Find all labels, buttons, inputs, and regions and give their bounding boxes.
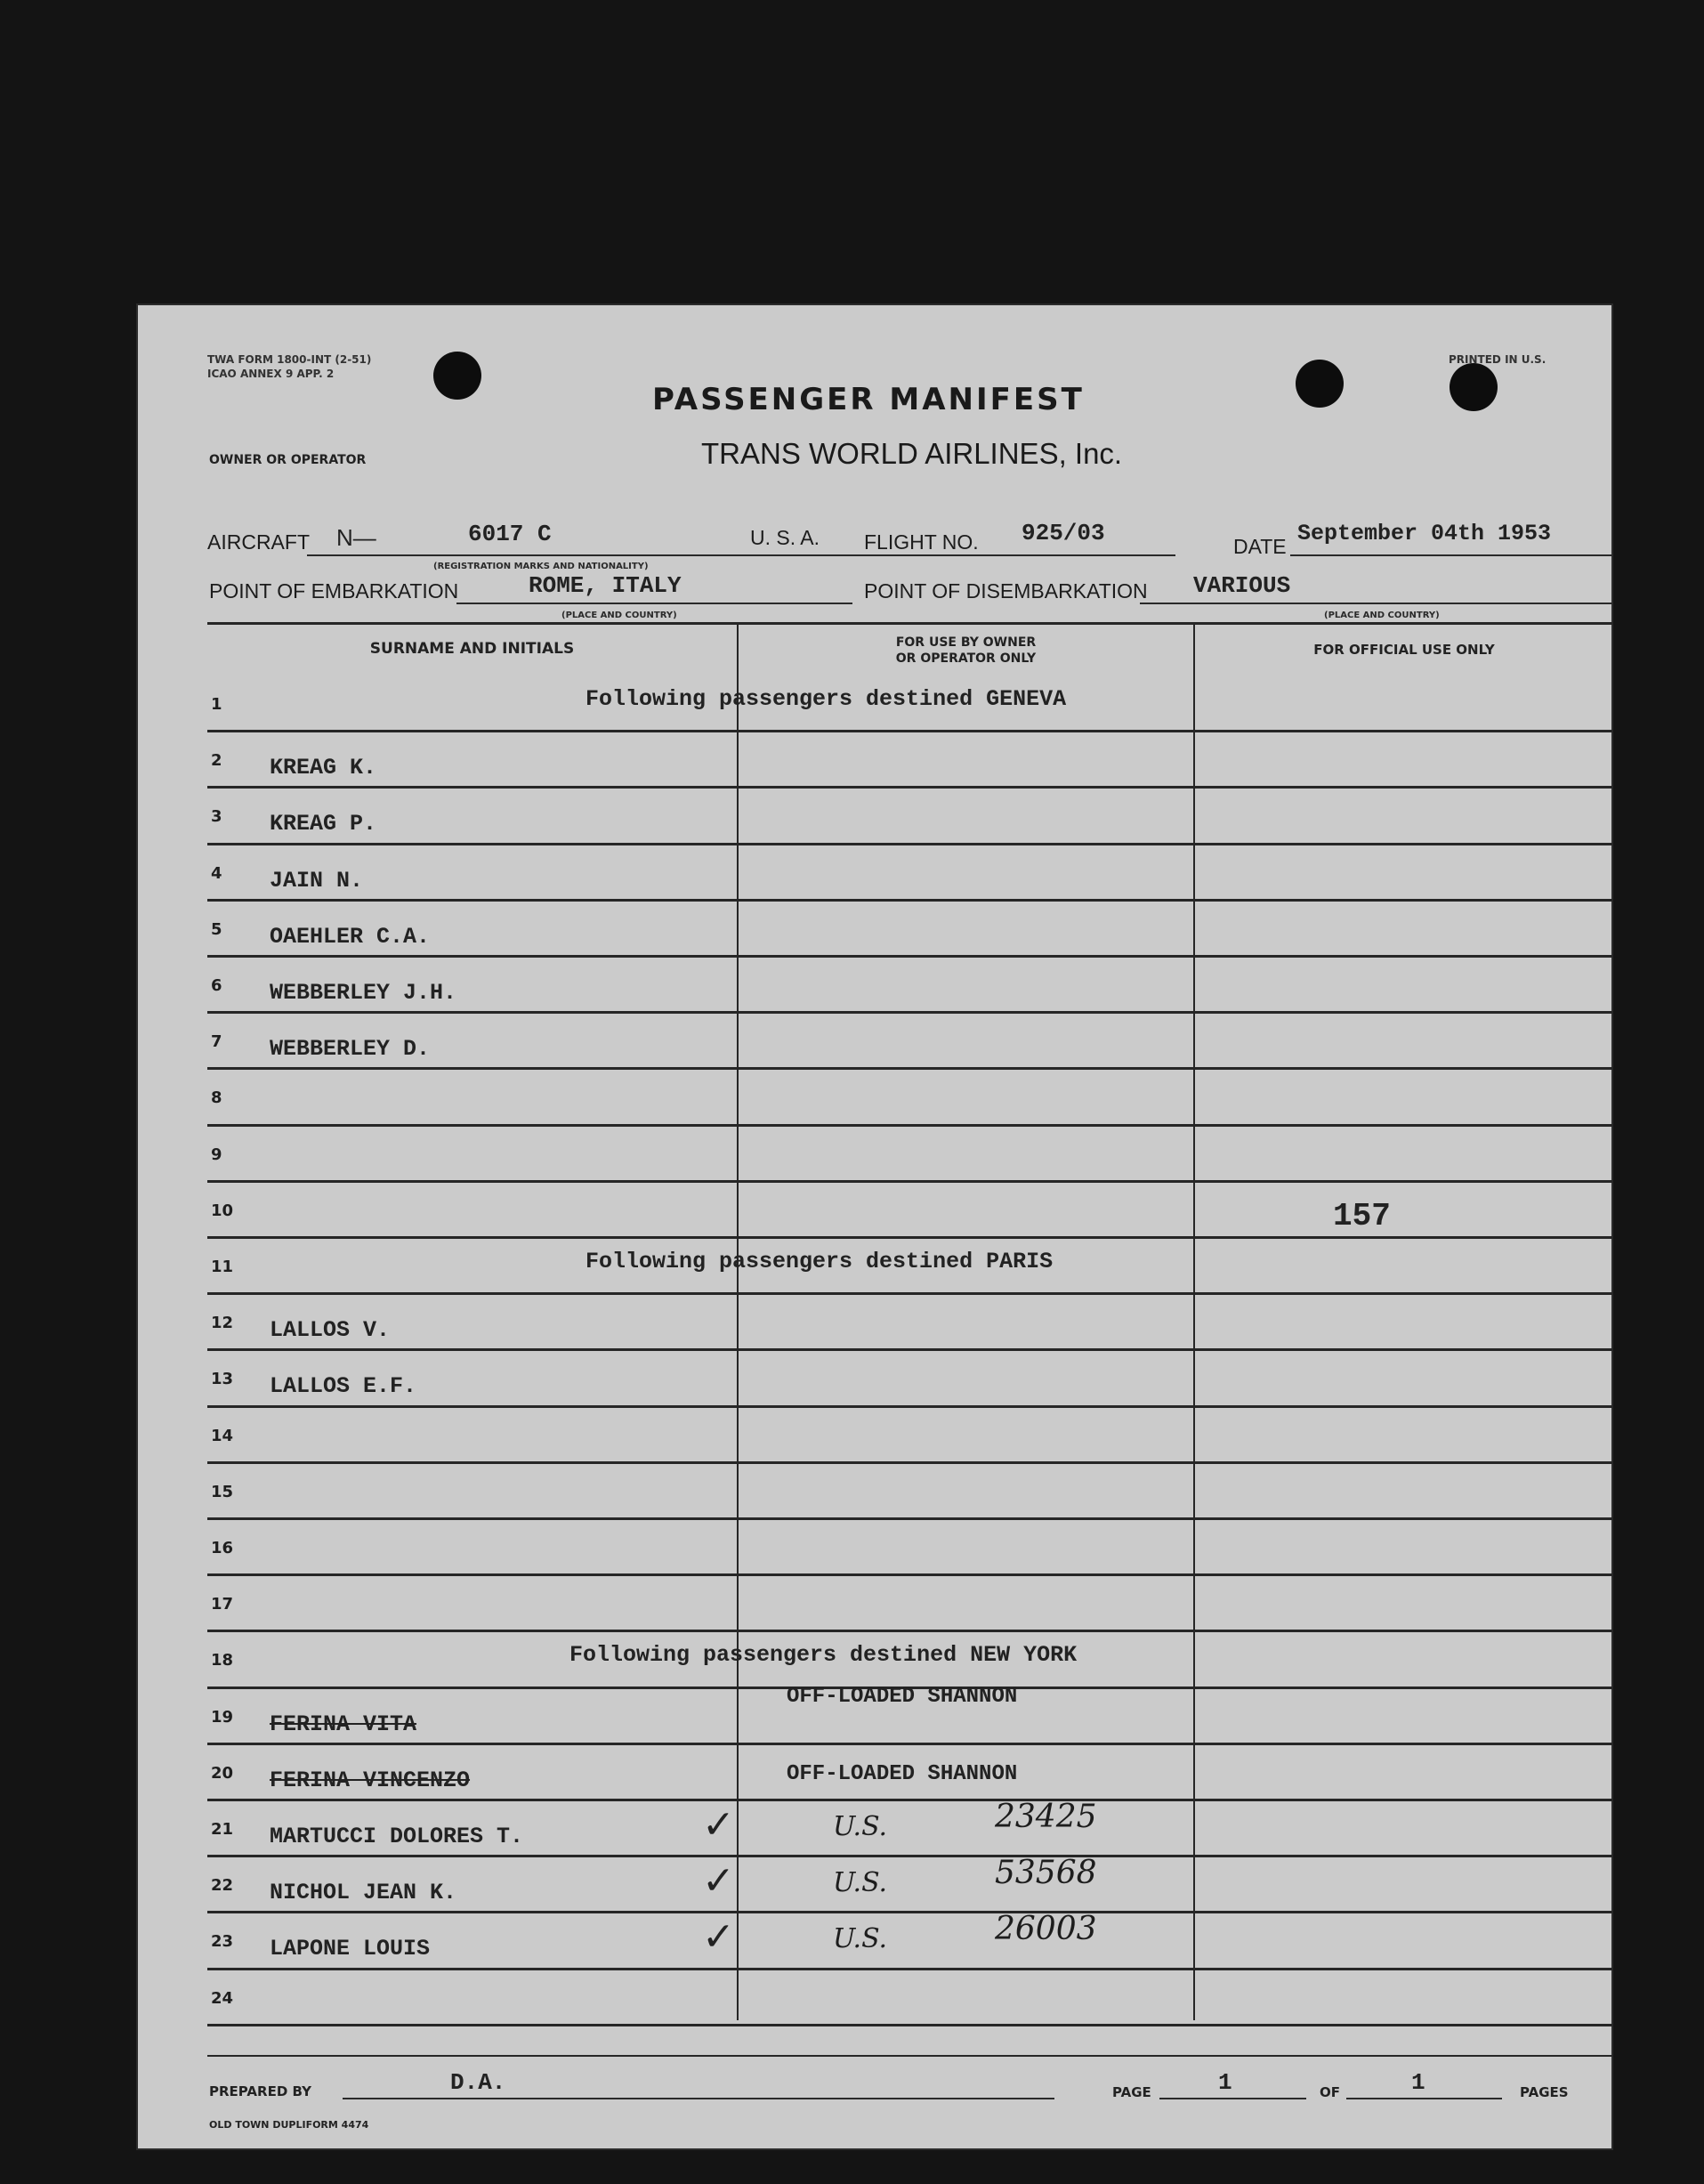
printer-imprint: OLD TOWN DUPLIFORM 4474 — [209, 2119, 369, 2131]
flight-number: 925/03 — [1022, 520, 1105, 546]
row-rule — [207, 1292, 1613, 1295]
offload-note: OFF-LOADED SHANNON — [787, 1762, 1018, 1786]
check-mark-icon: ✓ — [702, 1858, 735, 1904]
row-rule — [207, 1067, 1613, 1070]
disembarkation-label: POINT OF DISEMBARKATION — [864, 579, 1148, 603]
of-label: OF — [1320, 2084, 1340, 2100]
row-rule — [207, 730, 1613, 732]
owner-use-line-1: FOR USE BY OWNER — [895, 635, 1037, 650]
page-number: 1 — [1218, 2069, 1232, 2096]
row-number: 14 — [211, 1427, 234, 1445]
date-value: September 04th 1953 — [1297, 521, 1552, 546]
row-number: 1 — [211, 695, 222, 714]
row-rule — [207, 1968, 1613, 1970]
embarkation-value: ROME, ITALY — [529, 572, 682, 599]
row-number: 22 — [211, 1876, 234, 1895]
column-header-surname: SURNAME AND INITIALS — [369, 640, 575, 658]
passenger-name: OAEHLER C.A. — [270, 924, 431, 950]
footer-rule — [207, 2055, 1613, 2057]
row-rule — [207, 1236, 1613, 1239]
row-rule — [207, 1180, 1613, 1183]
aircraft-registration: 6017 C — [468, 521, 552, 547]
prepared-by-label: PREPARED BY — [209, 2083, 311, 2099]
aircraft-underline — [307, 554, 1021, 556]
aircraft-label: AIRCRAFT — [207, 530, 310, 554]
row-rule — [207, 2024, 1613, 2026]
passenger-name: WEBBERLEY D. — [270, 1036, 431, 1062]
passenger-name: NICHOL JEAN K. — [270, 1880, 457, 1905]
table-top-rule — [207, 622, 1613, 625]
row-rule — [207, 786, 1613, 789]
form-number — [207, 352, 371, 381]
row-rule — [207, 1011, 1613, 1014]
column-header-owner-use — [739, 635, 1193, 667]
date-underline — [1290, 554, 1613, 556]
destination-note: Following passengers destined PARIS — [585, 1249, 1054, 1274]
disembarkation-value: VARIOUS — [1193, 572, 1291, 599]
row-number: 19 — [211, 1708, 234, 1727]
prepared-by-underline — [343, 2098, 1054, 2099]
row-rule — [207, 1348, 1613, 1351]
row-number: 11 — [211, 1258, 234, 1276]
prepared-by-value: D.A. — [450, 2069, 506, 2096]
row-number: 13 — [211, 1370, 234, 1388]
form-number-line: TWA FORM 1800-INT (2-51) — [207, 353, 372, 366]
official-number: 157 — [1333, 1198, 1391, 1234]
page-title: PASSENGER MANIFEST — [652, 382, 1085, 417]
passenger-name: JAIN N. — [270, 868, 364, 894]
passenger-name: FERINA VINCENZO — [270, 1767, 471, 1793]
registration-caption: (REGISTRATION MARKS AND NATIONALITY) — [433, 562, 649, 571]
disembarkation-underline — [1140, 603, 1613, 604]
row-rule — [207, 1743, 1613, 1745]
handwritten-number: 23425 — [995, 1799, 1097, 1835]
airline-name: TRANS WORLD AIRLINES, Inc. — [701, 437, 1123, 470]
row-number: 5 — [211, 920, 222, 939]
row-rule — [207, 1630, 1613, 1632]
row-number: 3 — [211, 807, 222, 826]
flight-label: FLIGHT NO. — [864, 530, 979, 554]
embarkation-underline — [456, 603, 852, 604]
handwritten-country: U.S. — [833, 1923, 888, 1954]
total-pages: 1 — [1411, 2069, 1425, 2096]
date-label: DATE — [1233, 535, 1287, 558]
owner-label: OWNER OR OPERATOR — [209, 453, 367, 467]
row-rule — [207, 1799, 1613, 1801]
owner-use-line-2: OR OPERATOR ONLY — [895, 651, 1037, 666]
passenger-name: LAPONE LOUIS — [270, 1936, 431, 1962]
row-rule — [207, 955, 1613, 958]
row-number: 12 — [211, 1314, 234, 1332]
row-number: 23 — [211, 1932, 234, 1951]
form-number-line: ICAO ANNEX 9 APP. 2 — [207, 368, 335, 380]
total-pages-underline — [1346, 2098, 1502, 2099]
row-number: 7 — [211, 1032, 222, 1051]
handwritten-country: U.S. — [833, 1811, 888, 1842]
embarkation-caption: (PLACE AND COUNTRY) — [561, 611, 677, 620]
passenger-name: WEBBERLEY J.H. — [270, 980, 457, 1006]
passenger-name: FERINA VITA — [270, 1711, 417, 1737]
row-rule — [207, 1517, 1613, 1520]
row-number: 9 — [211, 1145, 222, 1164]
check-mark-icon: ✓ — [702, 1914, 735, 1960]
aircraft-prefix: N— — [336, 524, 376, 551]
aircraft-nationality: U. S. A. — [750, 526, 820, 549]
destination-note: Following passengers destined GENEVA — [585, 686, 1067, 712]
row-number: 21 — [211, 1820, 234, 1839]
passenger-name: KREAG K. — [270, 755, 377, 781]
row-number: 4 — [211, 864, 222, 883]
row-number: 2 — [211, 751, 222, 770]
disembarkation-caption: (PLACE AND COUNTRY) — [1324, 611, 1440, 620]
printed-in: PRINTED IN U.S. — [1449, 353, 1547, 366]
row-rule — [207, 1405, 1613, 1408]
punch-hole-left — [433, 352, 481, 400]
punch-hole-middle — [1296, 360, 1344, 408]
page-underline — [1159, 2098, 1306, 2099]
row-rule — [207, 1124, 1613, 1127]
row-rule — [207, 1855, 1613, 1857]
passenger-name: LALLOS E.F. — [270, 1373, 417, 1399]
row-rule — [207, 1573, 1613, 1576]
pages-label: PAGES — [1520, 2084, 1569, 2100]
row-number: 18 — [211, 1651, 234, 1670]
row-number: 10 — [211, 1201, 234, 1220]
flight-underline — [973, 554, 1175, 556]
row-number: 8 — [211, 1088, 222, 1107]
punch-hole-right — [1450, 363, 1498, 411]
row-number: 15 — [211, 1483, 234, 1501]
row-number: 16 — [211, 1539, 234, 1557]
row-rule — [207, 899, 1613, 902]
embarkation-label: POINT OF EMBARKATION — [209, 579, 459, 603]
row-rule — [207, 843, 1613, 845]
row-rule — [207, 1461, 1613, 1464]
manifest-sheet — [136, 303, 1613, 2150]
passenger-name: KREAG P. — [270, 811, 377, 837]
destination-note: Following passengers destined NEW YORK — [569, 1642, 1078, 1668]
offload-note: OFF-LOADED SHANNON — [787, 1685, 1018, 1709]
handwritten-country: U.S. — [833, 1867, 888, 1898]
page-label: PAGE — [1112, 2084, 1151, 2100]
row-number: 17 — [211, 1595, 234, 1614]
row-rule — [207, 1911, 1613, 1913]
passenger-name: LALLOS V. — [270, 1317, 391, 1343]
column-header-official: FOR OFFICIAL USE ONLY — [1313, 642, 1495, 658]
passenger-name: MARTUCCI DOLORES T. — [270, 1824, 524, 1849]
row-number: 24 — [211, 1989, 234, 2008]
row-number: 6 — [211, 976, 222, 995]
column-divider-1 — [737, 622, 739, 2020]
check-mark-icon: ✓ — [702, 1802, 735, 1848]
handwritten-number: 26003 — [995, 1911, 1097, 1947]
column-divider-2 — [1193, 622, 1195, 2020]
handwritten-number: 53568 — [995, 1855, 1097, 1891]
row-number: 20 — [211, 1764, 234, 1783]
